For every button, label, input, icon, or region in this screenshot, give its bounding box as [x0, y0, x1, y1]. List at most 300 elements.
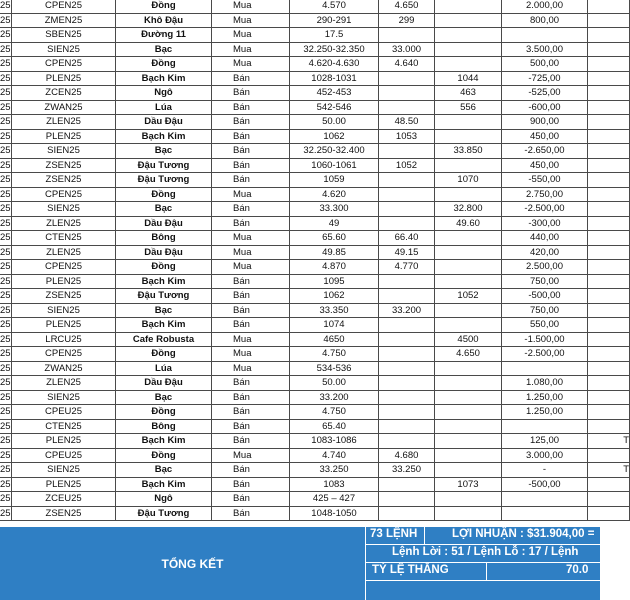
table-row — [0, 216, 630, 231]
stop-loss-cell — [435, 187, 502, 202]
code-cell: PLEN25 — [12, 129, 116, 144]
commodity-cell: Đậu Tương — [116, 173, 212, 188]
profit-total: LỢI NHUẬN : $31.904,00 = — [452, 528, 595, 540]
note-cell — [588, 42, 630, 57]
side-cell: Bán — [212, 506, 290, 521]
code-cell: CPEN25 — [12, 260, 116, 275]
pnl-cell: 900,00 — [502, 115, 588, 130]
note-cell — [588, 318, 630, 333]
code-cell: CPEN25 — [12, 57, 116, 72]
commodity-cell: Bạch Kim — [116, 477, 212, 492]
exit-price-cell — [379, 86, 435, 101]
side-cell: Bán — [212, 419, 290, 434]
date-cell: 25 — [0, 203, 11, 214]
side-cell: Bán — [212, 463, 290, 478]
table-row — [0, 13, 630, 28]
note-cell — [588, 361, 630, 376]
table-row — [0, 100, 630, 115]
stop-loss-cell — [435, 390, 502, 405]
side-cell: Mua — [212, 260, 290, 275]
entry-price-cell: 1048-1050 — [290, 506, 379, 521]
date-cell: 25 — [0, 362, 11, 374]
entry-price-cell: 4.750 — [290, 347, 379, 362]
exit-price-cell — [379, 216, 435, 231]
side-cell: Bán — [212, 216, 290, 231]
date-cell: 25 — [0, 348, 11, 359]
note-cell — [588, 245, 630, 260]
exit-price-cell — [379, 274, 435, 289]
entry-price-cell: 33.250 — [290, 463, 379, 478]
win-ratio-value: 70.0 — [566, 564, 589, 576]
table-row — [0, 71, 630, 86]
exit-price-cell — [379, 173, 435, 188]
table-row — [0, 405, 630, 420]
note-cell — [588, 187, 630, 202]
date-cell: 25 — [0, 232, 11, 243]
code-cell: SIEN25 — [12, 463, 116, 478]
summary-row-winloss — [366, 545, 600, 563]
stop-loss-cell: 4500 — [435, 332, 502, 347]
side-cell: Bán — [212, 274, 290, 289]
commodity-cell: Cafe Robusta — [116, 332, 212, 347]
date-cell: 25 — [0, 478, 11, 490]
summary-title-text: TỔNG KẾT — [161, 556, 224, 571]
side-cell: Mua — [212, 347, 290, 362]
table-row — [0, 86, 630, 101]
date-cell: 25 — [0, 290, 11, 301]
commodity-cell: Bạc — [116, 42, 212, 57]
entry-price-cell: 542-546 — [290, 100, 379, 115]
note-cell — [588, 376, 630, 391]
table-row — [0, 492, 630, 507]
table-row — [0, 506, 630, 521]
exit-price-cell: 4.650 — [379, 0, 435, 13]
stop-loss-cell — [435, 448, 502, 463]
pnl-cell: 750,00 — [502, 274, 588, 289]
note-cell — [588, 28, 630, 43]
pnl-cell: 2.500,00 — [502, 260, 588, 275]
note-cell — [588, 506, 630, 521]
table-row — [0, 463, 630, 478]
commodity-cell: Đồng — [116, 0, 212, 13]
table-row — [0, 202, 630, 217]
table-row — [0, 57, 630, 72]
date-cell: 25 — [0, 87, 11, 98]
exit-price-cell — [379, 477, 435, 492]
pnl-cell: -550,00 — [502, 173, 588, 188]
exit-price-cell — [379, 347, 435, 362]
table-row — [0, 274, 630, 289]
note-cell — [588, 0, 630, 13]
stop-loss-cell: 463 — [435, 86, 502, 101]
date-cell: 25 — [0, 464, 11, 475]
stop-loss-cell — [435, 115, 502, 130]
exit-price-cell: 1052 — [379, 158, 435, 173]
entry-price-cell: 1062 — [290, 129, 379, 144]
commodity-cell: Bạch Kim — [116, 71, 212, 86]
commodity-cell: Đậu Tương — [116, 506, 212, 521]
pnl-cell: 2.750,00 — [502, 187, 588, 202]
code-cell: PLEN25 — [12, 71, 116, 86]
commodity-cell: Đồng — [116, 448, 212, 463]
stop-loss-cell — [435, 260, 502, 275]
exit-price-cell — [379, 187, 435, 202]
side-cell: Bán — [212, 376, 290, 391]
side-cell: Bán — [212, 115, 290, 130]
stop-loss-cell — [435, 57, 502, 72]
stop-loss-cell — [435, 434, 502, 449]
note-cell — [588, 216, 630, 231]
stop-loss-cell: 1073 — [435, 477, 502, 492]
exit-price-cell: 33.200 — [379, 303, 435, 318]
side-cell: Mua — [212, 13, 290, 28]
code-cell: CPEN25 — [12, 187, 116, 202]
pnl-cell — [502, 419, 588, 434]
entry-price-cell: 4.750 — [290, 405, 379, 420]
side-cell: Bán — [212, 158, 290, 173]
table-row — [0, 0, 630, 13]
table-row — [0, 390, 630, 405]
date-cell: 25 — [0, 43, 11, 55]
date-cell: 25 — [0, 101, 11, 113]
pnl-cell: 800,00 — [502, 13, 588, 28]
table-row — [0, 260, 630, 275]
note-cell — [588, 303, 630, 318]
date-cell: 25 — [0, 174, 11, 185]
pnl-cell — [502, 361, 588, 376]
note-cell — [588, 390, 630, 405]
pnl-cell: 750,00 — [502, 303, 588, 318]
exit-price-cell: 299 — [379, 13, 435, 28]
entry-price-cell: 33.350 — [290, 303, 379, 318]
code-cell: ZSEN25 — [12, 289, 116, 304]
commodity-cell: Bông — [116, 419, 212, 434]
code-cell: PLEN25 — [12, 274, 116, 289]
summary-separator — [486, 563, 487, 580]
code-cell: ZSEN25 — [12, 158, 116, 173]
code-cell: SIEN25 — [12, 202, 116, 217]
entry-price-cell: 50.00 — [290, 115, 379, 130]
stop-loss-cell — [435, 506, 502, 521]
side-cell: Mua — [212, 57, 290, 72]
entry-price-cell: 452-453 — [290, 86, 379, 101]
summary-row-orders — [366, 527, 600, 545]
exit-price-cell: 4.640 — [379, 57, 435, 72]
note-cell — [588, 260, 630, 275]
entry-price-cell: 4.570 — [290, 0, 379, 13]
exit-price-cell: 33.000 — [379, 42, 435, 57]
note-cell — [588, 13, 630, 28]
pnl-cell: 3.000,00 — [502, 448, 588, 463]
date-cell: 25 — [0, 507, 11, 519]
commodity-cell: Dầu Đậu — [116, 245, 212, 260]
commodity-cell: Bạc — [116, 202, 212, 217]
date-cell: 25 — [0, 420, 11, 432]
date-cell: 25 — [0, 261, 11, 272]
commodity-cell: Bạc — [116, 303, 212, 318]
exit-price-cell: 48.50 — [379, 115, 435, 130]
side-cell: Bán — [212, 390, 290, 405]
side-cell: Bán — [212, 405, 290, 420]
stop-loss-cell: 49.60 — [435, 216, 502, 231]
side-cell: Bán — [212, 318, 290, 333]
stop-loss-cell — [435, 245, 502, 260]
code-cell: ZMEN25 — [12, 13, 116, 28]
pnl-cell: 2.000,00 — [502, 0, 588, 13]
order-count: 73 LỆNH — [370, 528, 418, 540]
side-cell: Bán — [212, 71, 290, 86]
date-cell: 25 — [0, 246, 11, 258]
date-cell: 25 — [0, 145, 11, 156]
exit-price-cell: 1053 — [379, 129, 435, 144]
exit-price-cell — [379, 100, 435, 115]
exit-price-cell: 66.40 — [379, 231, 435, 246]
code-cell: SIEN25 — [12, 144, 116, 159]
date-cell: 25 — [0, 319, 11, 330]
side-cell: Mua — [212, 332, 290, 347]
exit-price-cell — [379, 332, 435, 347]
exit-price-cell: 49.15 — [379, 245, 435, 260]
code-cell: CPEU25 — [12, 448, 116, 463]
commodity-cell: Dầu Đậu — [116, 216, 212, 231]
table-row — [0, 332, 630, 347]
entry-price-cell: 4.740 — [290, 448, 379, 463]
date-cell: 25 — [0, 333, 11, 345]
entry-price-cell: 534-536 — [290, 361, 379, 376]
pnl-cell: -600,00 — [502, 100, 588, 115]
note-cell — [588, 419, 630, 434]
stop-loss-cell: 1052 — [435, 289, 502, 304]
pnl-cell: 3.500,00 — [502, 42, 588, 57]
date-cell: 25 — [0, 188, 11, 200]
stop-loss-cell — [435, 129, 502, 144]
exit-price-cell — [379, 289, 435, 304]
date-cell: 25 — [0, 0, 11, 11]
entry-price-cell: 4.620-4.630 — [290, 57, 379, 72]
code-cell: ZLEN25 — [12, 376, 116, 391]
table-row — [0, 419, 630, 434]
code-cell: CTEN25 — [12, 231, 116, 246]
side-cell: Bán — [212, 173, 290, 188]
commodity-cell: Đậu Tương — [116, 158, 212, 173]
entry-price-cell: 1028-1031 — [290, 71, 379, 86]
stop-loss-cell: 4.650 — [435, 347, 502, 362]
stop-loss-cell — [435, 274, 502, 289]
date-cell: 25 — [0, 29, 11, 40]
note-cell — [588, 129, 630, 144]
pnl-cell: 420,00 — [502, 245, 588, 260]
stop-loss-cell: 1044 — [435, 71, 502, 86]
table-row — [0, 231, 630, 246]
pnl-cell: 450,00 — [502, 129, 588, 144]
side-cell: Bán — [212, 477, 290, 492]
table-row — [0, 245, 630, 260]
table-row — [0, 347, 630, 362]
commodity-cell: Bạch Kim — [116, 318, 212, 333]
note-cell — [588, 202, 630, 217]
entry-price-cell: 49.85 — [290, 245, 379, 260]
exit-price-cell — [379, 361, 435, 376]
code-cell: ZLEN25 — [12, 115, 116, 130]
note-cell — [588, 332, 630, 347]
side-cell: Bán — [212, 492, 290, 507]
commodity-cell: Bạc — [116, 144, 212, 159]
entry-price-cell: 1083 — [290, 477, 379, 492]
commodity-cell: Đồng — [116, 187, 212, 202]
commodity-cell: Dầu Đậu — [116, 376, 212, 391]
code-cell: CPEU25 — [12, 405, 116, 420]
code-cell: ZCEU25 — [12, 492, 116, 507]
commodity-cell: Bông — [116, 231, 212, 246]
win-loss-counts: Lệnh Lời : 51 / Lệnh Lỗ : 17 / Lệnh — [392, 546, 579, 558]
date-cell: 25 — [0, 159, 11, 171]
table-row — [0, 376, 630, 391]
entry-price-cell: 50.00 — [290, 376, 379, 391]
side-cell: Bán — [212, 86, 290, 101]
side-cell: Bán — [212, 202, 290, 217]
date-cell: 25 — [0, 217, 11, 229]
date-cell: 25 — [0, 304, 11, 316]
exit-price-cell — [379, 144, 435, 159]
stop-loss-cell — [435, 376, 502, 391]
entry-price-cell: 49 — [290, 216, 379, 231]
note-cell — [588, 448, 630, 463]
code-cell: SIEN25 — [12, 42, 116, 57]
side-cell: Bán — [212, 434, 290, 449]
date-cell: 25 — [0, 406, 11, 417]
pnl-cell: -500,00 — [502, 289, 588, 304]
table-row — [0, 158, 630, 173]
entry-price-cell: 32.250-32.400 — [290, 144, 379, 159]
side-cell: Mua — [212, 361, 290, 376]
exit-price-cell — [379, 318, 435, 333]
side-cell: Mua — [212, 187, 290, 202]
stop-loss-cell — [435, 28, 502, 43]
code-cell: SIEN25 — [12, 390, 116, 405]
entry-price-cell: 33.300 — [290, 202, 379, 217]
commodity-cell: Dầu Đậu — [116, 115, 212, 130]
entry-price-cell: 1060-1061 — [290, 158, 379, 173]
commodity-cell: Ngô — [116, 86, 212, 101]
entry-price-cell: 4.620 — [290, 187, 379, 202]
stop-loss-cell — [435, 303, 502, 318]
exit-price-cell — [379, 376, 435, 391]
commodity-cell: Đồng — [116, 57, 212, 72]
code-cell: ZCEN25 — [12, 86, 116, 101]
entry-price-cell: 33.200 — [290, 390, 379, 405]
table-row — [0, 42, 630, 57]
stop-loss-cell: 556 — [435, 100, 502, 115]
table-row — [0, 144, 630, 159]
note-cell — [588, 347, 630, 362]
code-cell: SIEN25 — [12, 303, 116, 318]
side-cell: Mua — [212, 0, 290, 13]
pnl-cell — [502, 492, 588, 507]
entry-price-cell: 17.5 — [290, 28, 379, 43]
pnl-cell: -525,00 — [502, 86, 588, 101]
exit-price-cell — [379, 419, 435, 434]
exit-price-cell: 4.680 — [379, 448, 435, 463]
table-row — [0, 187, 630, 202]
commodity-cell: Ngô — [116, 492, 212, 507]
commodity-cell: Bạch Kim — [116, 274, 212, 289]
table-row — [0, 303, 630, 318]
pnl-cell: - — [502, 463, 588, 478]
date-cell: 25 — [0, 72, 11, 84]
side-cell: Bán — [212, 129, 290, 144]
table-row — [0, 173, 630, 188]
table-row — [0, 115, 630, 130]
note-cell — [588, 173, 630, 188]
stop-loss-cell — [435, 158, 502, 173]
summary-separator — [424, 527, 425, 544]
note-cell — [588, 100, 630, 115]
entry-price-cell: 65.40 — [290, 419, 379, 434]
side-cell: Mua — [212, 231, 290, 246]
table-row — [0, 448, 630, 463]
date-cell: 25 — [0, 435, 11, 446]
pnl-cell: -2.650,00 — [502, 144, 588, 159]
side-cell: Bán — [212, 303, 290, 318]
side-cell: Mua — [212, 42, 290, 57]
note-cell — [588, 57, 630, 72]
date-cell: 25 — [0, 14, 11, 26]
exit-price-cell — [379, 390, 435, 405]
summary-panel — [0, 527, 600, 600]
code-cell: ZSEN25 — [12, 173, 116, 188]
entry-price-cell: 1083-1086 — [290, 434, 379, 449]
code-cell: CPEN25 — [12, 0, 116, 13]
code-cell: PLEN25 — [12, 477, 116, 492]
table-row — [0, 434, 630, 449]
commodity-cell: Bạch Kim — [116, 434, 212, 449]
stop-loss-cell — [435, 231, 502, 246]
pnl-cell: 1.250,00 — [502, 390, 588, 405]
table-row — [0, 28, 630, 43]
code-cell: SBEN25 — [12, 28, 116, 43]
win-ratio-label: TỶ LỆ THẮNG — [372, 564, 449, 576]
pnl-cell: 550,00 — [502, 318, 588, 333]
table-row — [0, 477, 630, 492]
note-cell: T — [588, 463, 630, 478]
entry-price-cell: 290-291 — [290, 13, 379, 28]
pnl-cell: 1.080,00 — [502, 376, 588, 391]
note-cell — [588, 274, 630, 289]
pnl-cell: 1.250,00 — [502, 405, 588, 420]
date-cell: 25 — [0, 493, 11, 504]
entry-price-cell: 4650 — [290, 332, 379, 347]
entry-price-cell: 1074 — [290, 318, 379, 333]
commodity-cell: Bạch Kim — [116, 129, 212, 144]
code-cell: ZSEN25 — [12, 506, 116, 521]
stop-loss-cell — [435, 13, 502, 28]
stop-loss-cell — [435, 492, 502, 507]
commodity-cell: Đồng — [116, 260, 212, 275]
commodity-cell: Đồng — [116, 347, 212, 362]
entry-price-cell: 425 – 427 — [290, 492, 379, 507]
commodity-cell: Khô Đậu — [116, 13, 212, 28]
code-cell: CPEN25 — [12, 347, 116, 362]
note-cell — [588, 71, 630, 86]
stop-loss-cell — [435, 405, 502, 420]
stop-loss-cell — [435, 419, 502, 434]
code-cell: ZLEN25 — [12, 216, 116, 231]
code-cell: PLEN25 — [12, 434, 116, 449]
note-cell — [588, 144, 630, 159]
commodity-cell: Bạc — [116, 463, 212, 478]
date-cell: 25 — [0, 275, 11, 287]
date-cell: 25 — [0, 130, 11, 142]
